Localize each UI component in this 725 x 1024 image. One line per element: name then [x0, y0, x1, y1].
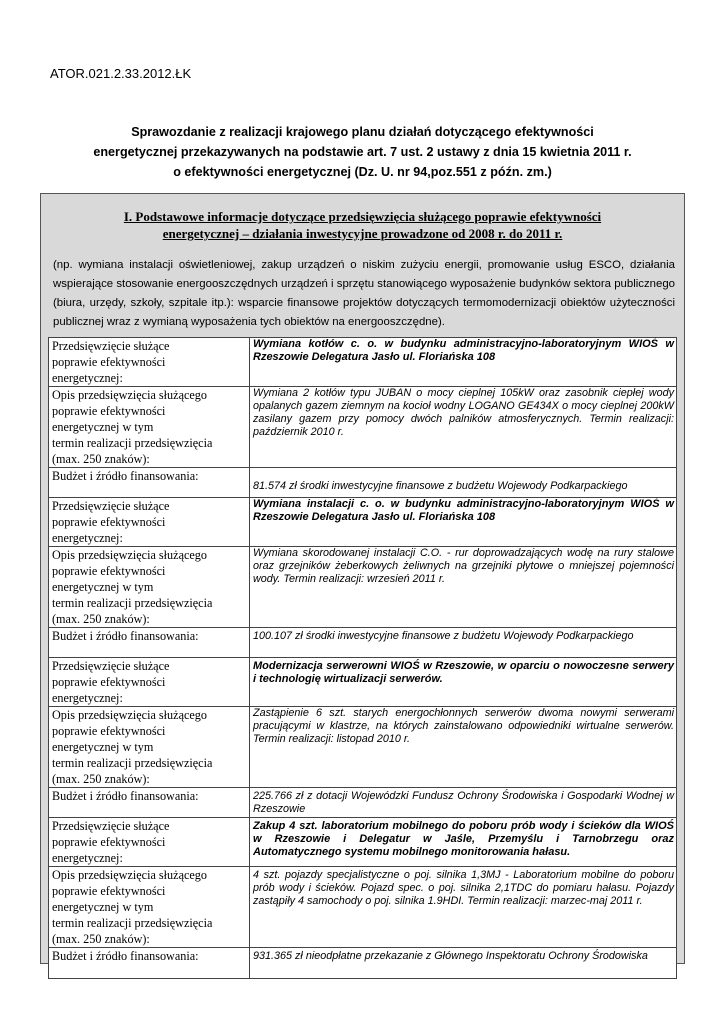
project-budget: 81.574 zł środki inwestycyjne finansowe z budżetu Wojewody Podkarpackiego [250, 468, 677, 498]
project-label: Przedsięwzięcie służące poprawie efektywności energetycznej: [49, 818, 250, 867]
title-line: Sprawozdanie z realizacji krajowego planu działań dotyczącego efektywności [131, 125, 594, 139]
table-row [49, 338, 677, 387]
table-row [49, 547, 677, 628]
document-title [40, 122, 685, 182]
table-row [49, 658, 677, 707]
project-label: Przedsięwzięcie służące poprawie efektywności energetycznej: [49, 658, 250, 707]
table-row [49, 788, 677, 818]
description-label: Opis przedsięwzięcia służącego poprawie efektywności energetycznej w tym termin realizacji przedsięwzięcia (max. 250 znaków): [49, 547, 250, 628]
budget-label: Budżet i źródło finansowania: [49, 468, 250, 498]
description-label: Opis przedsięwzięcia służącego poprawie efektywności energetycznej w tym termin realizacji przedsięwzięcia (max. 250 znaków): [49, 707, 250, 788]
budget-label: Budżet i źródło finansowania: [49, 628, 250, 658]
project-label: Przedsięwzięcie służące poprawie efektywności energetycznej: [49, 498, 250, 547]
budget-label: Budżet i źródło finansowania: [49, 788, 250, 818]
section-heading-line: I. Podstawowe informacje dotyczące przedsięwzięcia służącego poprawie efektywności [123, 209, 602, 224]
table-row [49, 707, 677, 788]
project-budget: 931.365 zł nieodpłatne przekazanie z Głównego Inspektoratu Ochrony Środowiska [250, 948, 677, 979]
section-intro: (np. wymiana instalacji oświetleniowej, zakup urządzeń o niskim zużyciu energii, promowanie usług ESCO, działania wspierające stosowanie energooszczędnych urządzeń i sprzętu stanowiącego wyposażenie budynków sektora publicznego (biura, urzędy, szkoły, szpitale itp.): wsparcie finansowe projektów dotyczących termomodernizacji obiektów użyteczności publicznej wraz z wymianą wyposażenia tych obiektów na energooszczędne). [53, 259, 675, 328]
table-row [49, 498, 677, 547]
project-name: Wymiana instalacji c. o. w budynku administracyjno-laboratoryjnym WIOŚ w Rzeszowie Delegatura Jasło ul. Floriańska 108 [250, 498, 677, 547]
projects-table [48, 337, 677, 979]
project-label: Przedsięwzięcie służące poprawie efektywności energetycznej: [49, 338, 250, 387]
budget-label: Budżet i źródło finansowania: [49, 948, 250, 979]
table-row [49, 387, 677, 468]
table-row [49, 628, 677, 658]
project-description: Wymiana skorodowanej instalacji C.O. - rur doprowadzających wodę na rury stalowe oraz grzejników żeberkowych żeliwnych na grzejniki płytowe o mniejszej pojemności wody. Termin realizacji: wrzesień 2011 r. [250, 547, 677, 628]
table-row [49, 818, 677, 867]
description-label: Opis przedsięwzięcia służącego poprawie efektywności energetycznej w tym termin realizacji przedsięwzięcia (max. 250 znaków): [49, 387, 250, 468]
project-description: 4 szt. pojazdy specjalistyczne o poj. silnika 1,3MJ - Laboratorium mobilne do poboru prób wody i ścieków. Pojazd spec. o poj. silnika 2,1TDC do pomiaru hałasu. Pojazdy zastąpiły 4 samochody o poj. silnika 1.9HDI. Termin realizacji: marzec-maj 2011 r. [250, 867, 677, 948]
title-line: o efektywności energetycznej (Dz. U. nr 94,poz.551 z późn. zm.) [173, 165, 552, 179]
project-budget: 225.766 zł z dotacji Wojewódzki Fundusz Ochrony Środowiska i Gospodarki Wodnej w Rzeszowie [250, 788, 677, 818]
project-name: Wymiana kotłów c. o. w budynku administracyjno-laboratoryjnym WIOŚ w Rzeszowie Delegatura Jasło ul. Floriańska 108 [250, 338, 677, 387]
section-heading-line: energetycznej – działania inwestycyjne prowadzone od 2008 r. do 2011 r. [162, 226, 563, 241]
project-description: Zastąpienie 6 szt. starych energochłonnych serwerów dwoma nowymi serwerami pracującymi w klastrze, na których zainstalowano odpowiedniki wirtualne serwerów. Termin realizacji: listopad 2010 r. [250, 707, 677, 788]
project-description: Wymiana 2 kotłów typu JUBAN o mocy cieplnej 105kW oraz zasobnik ciepłej wody opalanych gazem ziemnym na kocioł wodny LOGANO GE434X o mocy cieplnej 200kW zasilany gazem przy pomocy dwóch palników atmosferycznych. Termin realizacji: październik 2010 r. [250, 387, 677, 468]
table-row [49, 948, 677, 979]
table-row [49, 867, 677, 948]
project-name: Modernizacja serwerowni WIOŚ w Rzeszowie, w oparciu o nowoczesne serwery i technologię wirtualizacji serwerów. [250, 658, 677, 707]
project-name: Zakup 4 szt. laboratorium mobilnego do poboru prób wody i ścieków dla WIOŚ w Rzeszowie i Delegatur w Jaśle, Przemyślu i Tarnobrzegu oraz Automatycznego systemu mobilnego monitorowania hałasu. [250, 818, 677, 867]
title-line: energetycznej przekazywanych na podstawie art. 7 ust. 2 ustawy z dnia 15 kwietnia 2011 r. [93, 145, 632, 159]
section-heading [41, 208, 684, 242]
section-frame [40, 193, 685, 964]
project-budget: 100.107 zł środki inwestycyjne finansowe z budżetu Wojewody Podkarpackiego [250, 628, 677, 658]
document-reference-number: ATOR.021.2.33.2012.ŁK [50, 66, 192, 81]
description-label: Opis przedsięwzięcia służącego poprawie efektywności energetycznej w tym termin realizacji przedsięwzięcia (max. 250 znaków): [49, 867, 250, 948]
table-row [49, 468, 677, 498]
